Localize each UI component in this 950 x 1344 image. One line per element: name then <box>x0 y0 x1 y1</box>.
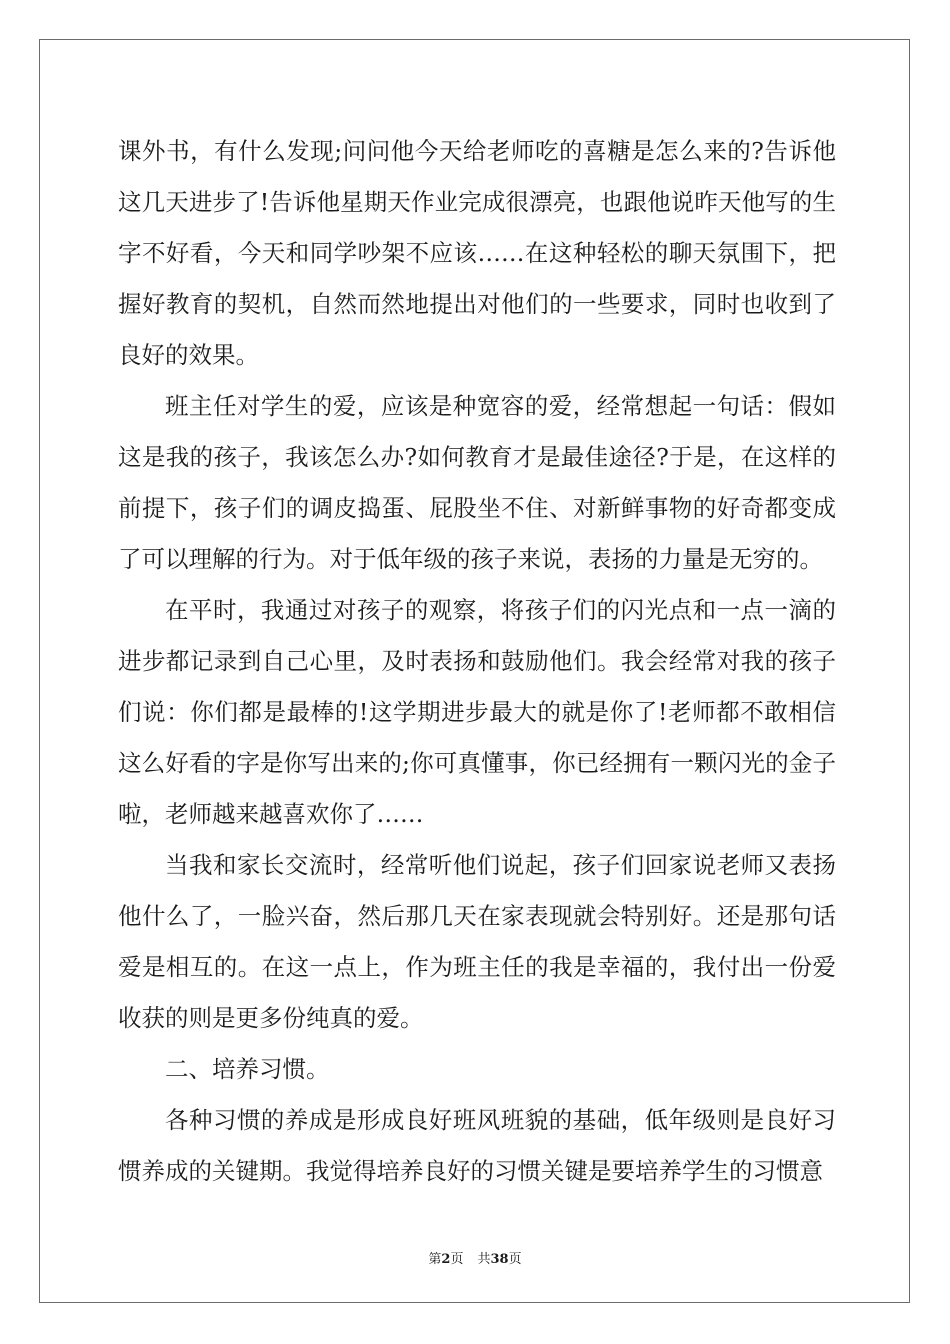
total-pages-prefix: 共 <box>477 1252 491 1267</box>
text-line: 了可以理解的行为。对于低年级的孩子来说，表扬的力量是无穷的。 <box>118 545 823 573</box>
text-line: 在平时，我通过对孩子的观察，将孩子们的闪光点和一点一滴的 <box>165 596 836 624</box>
paragraph <box>118 840 836 1044</box>
text-line: 这几天进步了!告诉他星期天作业完成很漂亮，也跟他说昨天他写的 <box>118 188 813 216</box>
text-line: 课外书，有什么发现;问问他今天给老师吃的喜糖是怎么来的?告诉他 <box>118 137 836 165</box>
text-line: 爱是相互的。在这一点上，作为班主任的我是幸福的，我付出一份爱 <box>118 953 836 981</box>
text-line: 了良好的效果。 <box>118 290 836 369</box>
text-line: 当我和家长交流时，经常听他们说起，孩子们回家说老师又表扬 <box>165 851 836 879</box>
paragraph <box>118 381 836 585</box>
page-footer <box>0 1248 950 1267</box>
page-number-prefix: 第 <box>428 1252 442 1267</box>
text-line: 班主任对学生的爱，应该是种宽容的爱，经常想起一句话：假如 <box>165 392 836 420</box>
text-line: 子啦，老师越来越喜欢你了…… <box>118 749 836 828</box>
paragraph <box>118 1044 836 1095</box>
text-line: 收获的则是更多份纯真的爱。 <box>118 1004 424 1032</box>
text-line: 二、培养习惯。 <box>165 1055 330 1083</box>
text-line: 惯养成的关键期。我觉得培养良好的习惯关键是要培养学生的习惯意 <box>118 1157 823 1185</box>
total-pages-suffix: 页 <box>508 1252 522 1267</box>
text-line: 生字不好看，今天和同学吵架不应该……在这种轻松的聊天氛围下， <box>118 188 836 267</box>
total-pages: 38 <box>490 1252 509 1267</box>
page-number-suffix: 页 <box>450 1252 464 1267</box>
text-line: 他什么了，一脸兴奋，然后那几天在家表现就会特别好。还是那句话 <box>118 902 836 930</box>
text-line: 各种习惯的养成是形成良好班风班貌的基础，低年级则是良好习 <box>165 1106 836 1134</box>
document-body <box>118 126 836 1197</box>
paragraph <box>118 1095 836 1197</box>
paragraph <box>118 585 836 840</box>
text-line: 们说：你们都是最棒的!这学期进步最大的就是你了!老师都不敢相信 <box>118 698 836 726</box>
text-line: 这是我的孩子，我该怎么办?如何教育才是最佳途径?于是，在这样的 <box>118 443 836 471</box>
paragraph <box>118 126 836 381</box>
text-line: 这么好看的字是你写出来的;你可真懂事，你已经拥有一颗闪光的金 <box>118 749 813 777</box>
text-line: 前提下，孩子们的调皮捣蛋、屁股坐不住、对新鲜事物的好奇都变成 <box>118 494 836 522</box>
text-line: 进步都记录到自己心里，及时表扬和鼓励他们。我会经常对我的孩子 <box>118 647 836 675</box>
page-number: 2 <box>441 1252 451 1267</box>
text-line: 把握好教育的契机，自然而然地提出对他们的一些要求，同时也收到 <box>118 239 836 318</box>
